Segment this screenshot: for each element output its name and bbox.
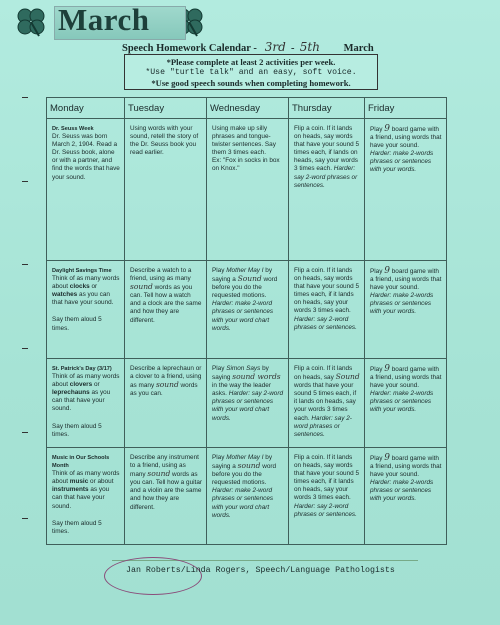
play-label: Play bbox=[370, 366, 383, 373]
activity-text: Flip a coin. If it lands on heads, say words that have your sound 5 times each, if lands on heads, say your words 3 times each. bbox=[294, 125, 360, 173]
grade-from: 3rd bbox=[264, 40, 286, 54]
activity-text: Say them aloud 5 times. bbox=[52, 519, 102, 535]
instruction-line: *Use "turtle talk" and an easy, soft voice. bbox=[145, 67, 357, 77]
handwritten-word: sound bbox=[147, 469, 171, 479]
activity-keyword: leprechauns bbox=[52, 389, 90, 397]
cell-wednesday bbox=[207, 448, 289, 545]
theme-caption: Dr. Seuss Week bbox=[52, 126, 94, 132]
homework-calendar bbox=[46, 97, 447, 545]
cell-wednesday bbox=[207, 119, 289, 261]
activity-text: words that have your sound 5 times each, if it lands on heads, say your words 3 times each. bbox=[294, 382, 357, 422]
handwritten-number: 9 bbox=[384, 364, 390, 374]
cell-tuesday bbox=[125, 119, 207, 261]
activity-keyword: watches bbox=[52, 291, 78, 299]
play-label: Play bbox=[370, 126, 383, 133]
harder-text: Harder: make 2-words phrases or sentences with your words. bbox=[370, 292, 434, 316]
cell-wednesday bbox=[207, 261, 289, 359]
instruction-line: *Please complete at least 2 activities per week. bbox=[166, 57, 336, 67]
activity-text: Flip a coin. If it lands on heads, say bbox=[294, 454, 353, 470]
handwritten-number: 9 bbox=[384, 453, 390, 463]
cell-friday bbox=[365, 359, 447, 448]
harder-text: Harder: say 2-word phrases or sentences. bbox=[294, 502, 357, 518]
activity-text: as you can that have your sound. bbox=[52, 486, 110, 510]
play-label: Play bbox=[212, 267, 225, 274]
day-header-row bbox=[47, 98, 447, 119]
activity-text: board game with a friend, using words that have your sound. bbox=[370, 366, 442, 390]
week-row bbox=[47, 119, 447, 261]
play-label: Play bbox=[212, 365, 225, 372]
cell-thursday bbox=[289, 119, 365, 261]
cell-monday bbox=[47, 261, 125, 359]
activity-text: board game with a friend, using words that have your sound. bbox=[370, 455, 442, 479]
cell-monday bbox=[47, 359, 125, 448]
handwritten-number: 9 bbox=[384, 266, 390, 276]
activity-text: Think of as many words about bbox=[52, 373, 120, 389]
activity-text: Describe any instrument to a friend, using as many bbox=[130, 454, 199, 479]
theme-caption: Music in Our Schools Month bbox=[52, 455, 110, 470]
cell-friday bbox=[365, 119, 447, 261]
harder-text: Harder: make 2-word phrases or sentences with your word chart words. bbox=[212, 300, 274, 332]
cell-thursday bbox=[289, 261, 365, 359]
week-row bbox=[47, 261, 447, 359]
activity-text: or bbox=[93, 381, 100, 389]
handwritten-number: 9 bbox=[384, 124, 390, 134]
day-header-monday: Monday bbox=[47, 98, 125, 119]
margin-mark bbox=[22, 97, 28, 98]
week-row bbox=[47, 359, 447, 448]
activity-text: words that have your sound 5 times each, if it lands on heads, say your words 3 times each. bbox=[294, 462, 360, 502]
handwritten-word: sound bbox=[237, 461, 261, 471]
activity-text: Say them aloud 5 times. bbox=[52, 316, 102, 332]
activity-text: as you can that have your sound. bbox=[52, 389, 111, 413]
activity-text: words that have your sound 5 times each, if it lands on heads, say your words 3 times each. bbox=[294, 275, 360, 315]
activity-text: words as you can. bbox=[130, 382, 198, 398]
game-name: Mother May I bbox=[226, 267, 264, 274]
handwritten-word: sound bbox=[130, 282, 153, 292]
cell-thursday bbox=[289, 359, 365, 448]
activity-text: word before you do the requested motions. bbox=[212, 276, 278, 300]
activity-text: word before you do the requested motions. bbox=[212, 463, 277, 487]
theme-caption: Daylight Savings Time bbox=[52, 268, 112, 274]
instructions-box bbox=[124, 54, 378, 90]
activity-text: Describe a watch to a friend, using as many bbox=[130, 267, 192, 283]
handwritten-word: Sound bbox=[335, 372, 360, 382]
harder-text: Harder: say 2-word phrases or sentences with your word chart words. bbox=[212, 390, 284, 422]
signature: Jan Roberts/Linda Rogers, Speech/Language Pathologists bbox=[126, 566, 395, 575]
activity-text: words as you can. Tell how a guitar and a violin are the same and how they are different. bbox=[130, 471, 202, 511]
activity-keyword: instruments bbox=[52, 486, 89, 494]
activity-text: Say them aloud 5 times. bbox=[52, 422, 102, 438]
activity-text: by saying a bbox=[212, 267, 273, 284]
margin-mark bbox=[22, 181, 28, 182]
cell-tuesday bbox=[125, 359, 207, 448]
handwritten-word: Sound bbox=[237, 274, 262, 284]
activity-text: by saying bbox=[212, 365, 269, 382]
margin-mark bbox=[22, 432, 28, 433]
play-label: Play bbox=[370, 268, 383, 275]
harder-text: Harder: make 2-words phrases or sentences with your words. bbox=[370, 479, 434, 503]
cell-wednesday bbox=[207, 359, 289, 448]
harder-text: Harder: make 2-words phrases or sentences with your words. bbox=[370, 150, 434, 174]
harder-text: Harder: make 2-word phrases or sentences with your word chart words. bbox=[212, 487, 274, 519]
activity-text: or about bbox=[90, 478, 114, 486]
activity-text: Using make up silly phrases and tongue-twister sentences. Say them 3 times each. bbox=[212, 125, 276, 157]
grade-to: 5th bbox=[299, 40, 320, 54]
handwritten-word: sound words bbox=[232, 372, 281, 382]
day-header-tuesday: Tuesday bbox=[125, 98, 207, 119]
activity-text: in the way the leader asks. bbox=[212, 382, 271, 398]
instruction-line: *Use good speech sounds when completing homework. bbox=[151, 78, 351, 88]
cell-monday bbox=[47, 119, 125, 261]
activity-text: Dr. Seuss was born March 2, 1904. Read a Dr. Seuss book, alone or with a partner, and find the words that have your sound. bbox=[52, 133, 120, 181]
activity-keyword: music bbox=[69, 478, 89, 486]
harder-text: Harder: say 2-word phrases or sentences. bbox=[294, 315, 357, 331]
activity-text: by saying a bbox=[212, 454, 273, 471]
handwritten-word: sound bbox=[155, 380, 179, 390]
activity-keyword: clocks bbox=[69, 283, 90, 291]
cell-tuesday bbox=[125, 261, 207, 359]
margin-mark bbox=[22, 264, 28, 265]
cell-thursday bbox=[289, 448, 365, 545]
game-name: Simon Says bbox=[226, 365, 261, 372]
activity-keyword: clovers bbox=[69, 381, 93, 389]
page-title: March bbox=[58, 2, 150, 37]
harder-text: Harder: make 2-words phrases or sentences with your words. bbox=[370, 390, 434, 414]
cell-friday bbox=[365, 448, 447, 545]
activity-text: Flip a coin. If it lands on heads, say bbox=[294, 365, 353, 382]
cell-friday bbox=[365, 261, 447, 359]
week-row bbox=[47, 448, 447, 545]
activity-text: Flip a coin. If it lands on heads, say bbox=[294, 267, 353, 283]
harder-text: Harder: say 2-word phrases or sentences. bbox=[294, 414, 352, 438]
day-header-thursday: Thursday bbox=[289, 98, 365, 119]
signature-circle-mark bbox=[104, 557, 202, 595]
day-header-friday: Friday bbox=[365, 98, 447, 119]
margin-mark bbox=[22, 518, 28, 519]
subtitle-month: March bbox=[343, 43, 374, 54]
play-label: Play bbox=[370, 455, 383, 462]
activity-text: board game with a friend, using words that have your sound. bbox=[370, 268, 442, 292]
activity-text: board game with a friend, using words that have your sound. bbox=[370, 126, 442, 150]
clover-icon bbox=[14, 5, 48, 39]
activity-text: Think of as many words about bbox=[52, 275, 120, 291]
activity-example: Ex: "Fox in socks in box on Knox." bbox=[212, 157, 280, 173]
activity-text: Using words with your sound, retell the story of the Dr. Seuss book you read earlier. bbox=[130, 125, 199, 157]
game-name: Mother May I bbox=[226, 454, 264, 461]
margin-mark bbox=[22, 348, 28, 349]
activity-text: Think of as many words about bbox=[52, 470, 120, 486]
activity-text: Describe a leprechaun or a clover to a friend, using as many bbox=[130, 365, 202, 390]
play-label: Play bbox=[212, 454, 225, 461]
harder-text: Harder: say 2-word phrases or sentences. bbox=[294, 165, 358, 189]
cell-tuesday bbox=[125, 448, 207, 545]
subtitle-prefix: Speech Homework Calendar - bbox=[122, 43, 257, 54]
activity-text: words as you can. Tell how a watch and a clock are the same and how they are different. bbox=[130, 284, 202, 324]
cell-monday bbox=[47, 448, 125, 545]
theme-caption: St. Patrick's Day (3/17) bbox=[52, 366, 112, 372]
activity-text: or bbox=[91, 283, 98, 291]
activity-text: as you can that have your sound. bbox=[52, 291, 114, 307]
calendar-subtitle: Speech Homework Calendar - 3rd - 5th March bbox=[122, 40, 374, 54]
day-header-wednesday: Wednesday bbox=[207, 98, 289, 119]
